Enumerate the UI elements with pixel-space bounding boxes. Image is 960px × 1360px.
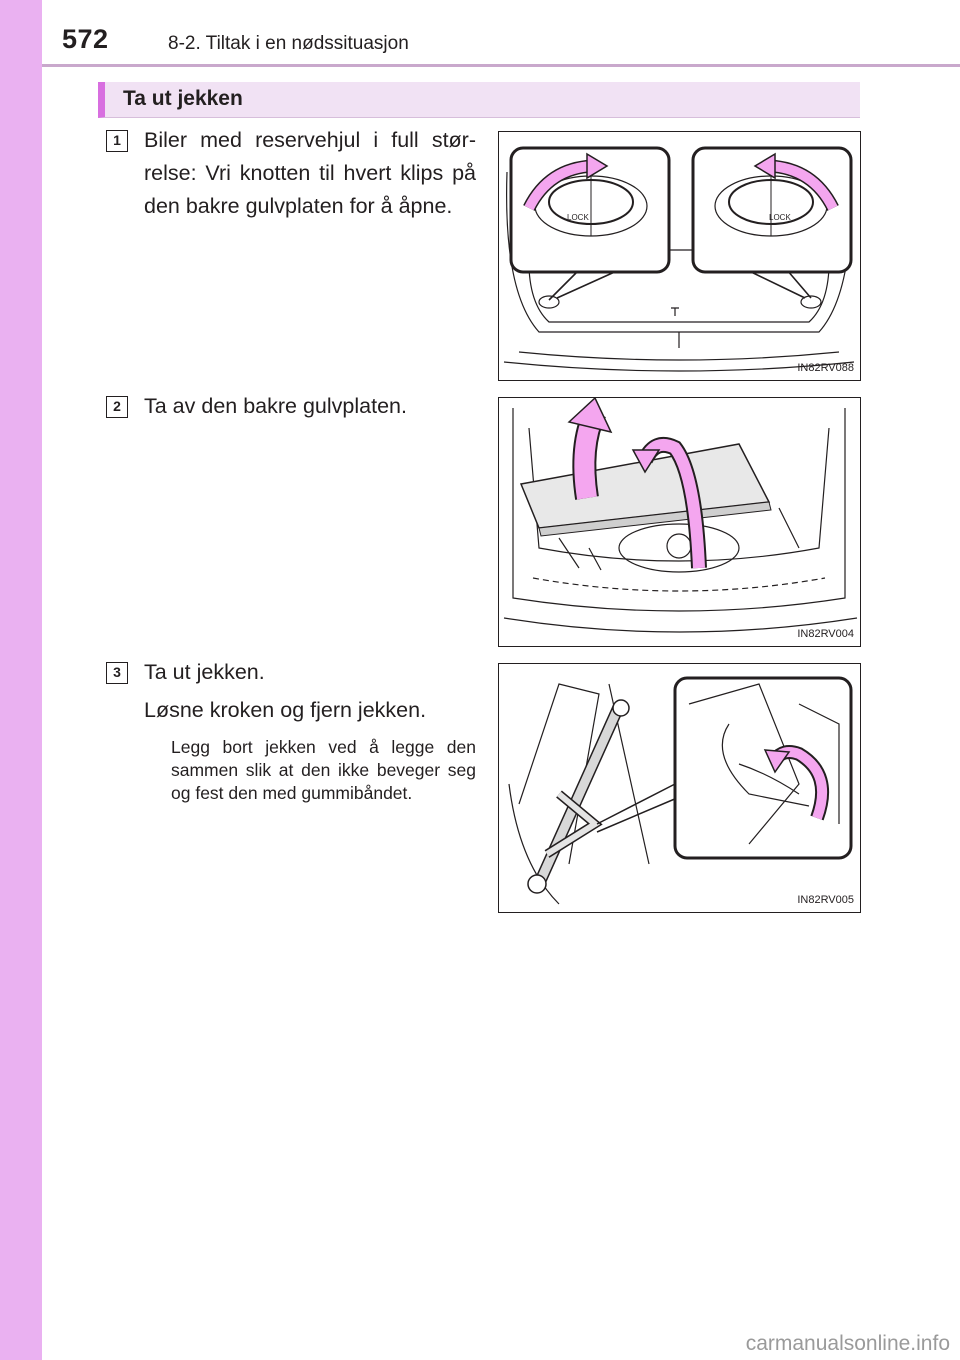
watermark: carmanualsonline.info: [745, 1332, 950, 1355]
header-rule: [42, 64, 960, 67]
breadcrumb: 8-2. Tiltak i en nødssituasjon: [168, 33, 409, 54]
step-1-text: Biler med reservehjul i full stør-relse: Vri knotten til hvert klips på den bakre gulvplaten for å åpne.: [144, 128, 476, 218]
figure-jack-removal: [498, 663, 861, 913]
step-3-subtext: Løsne kroken og fjern jekken.: [144, 698, 427, 722]
section-title: Ta ut jekken: [123, 87, 243, 110]
trunk-floor-illustration: [499, 132, 861, 381]
step-3-text: Ta ut jekken.: [144, 660, 265, 684]
lock-label-right: LOCK: [769, 213, 791, 222]
chapter-tab-bar: [0, 0, 42, 1360]
section-header: [98, 82, 860, 118]
figure-clip-knobs: [498, 131, 861, 381]
figure-floor-board: [498, 397, 861, 647]
figure-3-code: IN82RV005: [797, 894, 854, 906]
step-3-note: Legg bort jekken ved å legge den sammen slik at den ikke beveger seg og fest den med gummibåndet.: [171, 737, 476, 803]
floor-board-illustration: [499, 398, 861, 647]
jack-illustration: [499, 664, 861, 913]
step-2-text: Ta av den bakre gulvplaten.: [144, 394, 407, 418]
step-number-3: 3: [106, 662, 128, 684]
lock-label-left: LOCK: [567, 213, 589, 222]
figure-1-code: IN82RV088: [797, 362, 854, 374]
step-number-2: 2: [106, 396, 128, 418]
page-number: 572: [62, 24, 109, 54]
figure-2-code: IN82RV004: [797, 628, 854, 640]
step-number-1: 1: [106, 130, 128, 152]
